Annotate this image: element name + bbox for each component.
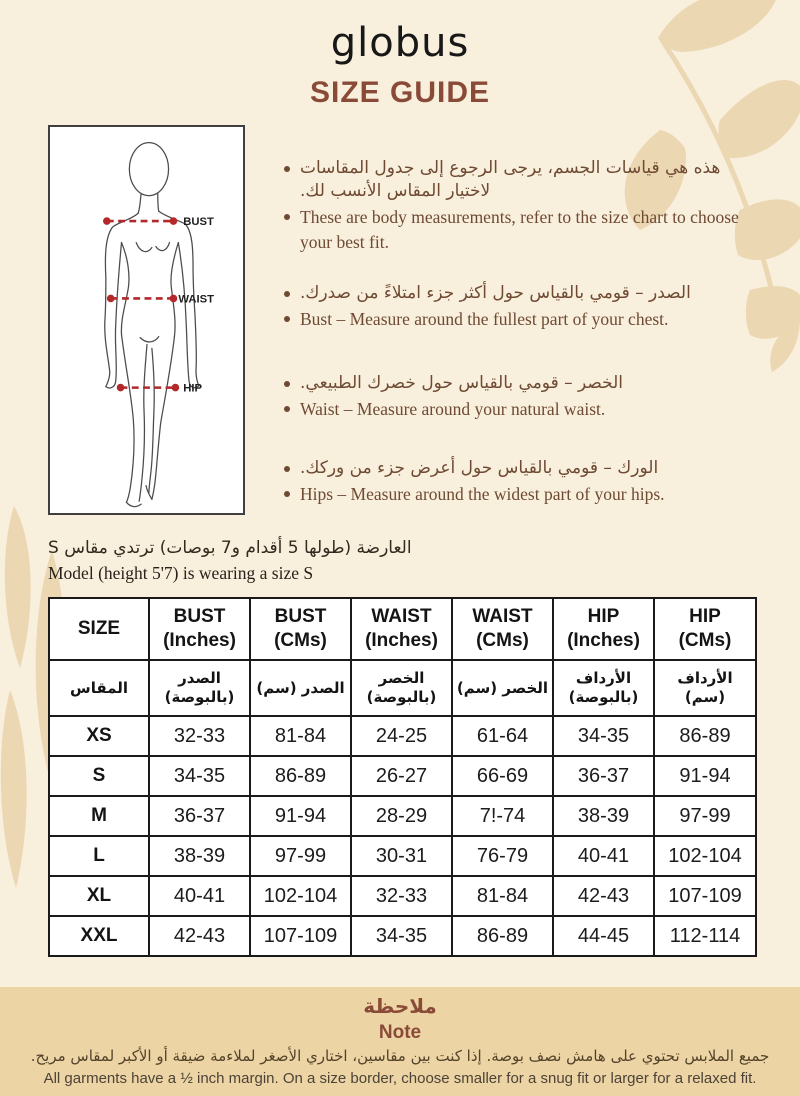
value-cell: 34-35: [351, 916, 452, 956]
value-cell: 86-89: [250, 756, 351, 796]
value-cell: 66-69: [452, 756, 553, 796]
list-item: [284, 482, 744, 507]
instruction-group-bust: [284, 282, 744, 332]
value-cell: 102-104: [654, 836, 756, 876]
waist-line-label: WAIST: [178, 293, 214, 306]
size-label-cell: M: [49, 796, 149, 836]
value-cell: 42-43: [149, 916, 250, 956]
instruction-group-waist: [284, 372, 744, 422]
table-row: [49, 916, 756, 956]
list-item: [284, 157, 744, 203]
instruction-english: These are body measurements, refer to the size chart to choose your best fit.: [300, 207, 739, 252]
value-cell: 107-109: [654, 876, 756, 916]
value-cell: 34-35: [553, 716, 654, 756]
instruction-group-general: [284, 157, 744, 255]
table-row: [49, 876, 756, 916]
instruction-english: Waist – Measure around your natural waist.: [300, 399, 606, 419]
table-row: [49, 716, 756, 756]
col-header-waist-cm-ar: الخصر (سم): [452, 660, 553, 716]
instruction-english: Hips – Measure around the widest part of your hips.: [300, 484, 665, 504]
col-header-size-ar: المقاس: [49, 660, 149, 716]
value-cell: 81-84: [250, 716, 351, 756]
leaf-right-edge-decoration: [764, 318, 800, 374]
value-cell: 86-89: [654, 716, 756, 756]
value-cell: 40-41: [553, 836, 654, 876]
value-cell: 97-99: [654, 796, 756, 836]
measurement-instructions: [284, 157, 744, 507]
bullet-icon: [284, 166, 290, 172]
list-item: [284, 282, 744, 305]
col-header-bust-cm: BUST (CMs): [250, 598, 351, 660]
table-header-arabic: [49, 660, 756, 716]
value-cell: 61-64: [452, 716, 553, 756]
value-cell: 24-25: [351, 716, 452, 756]
value-cell: 44-45: [553, 916, 654, 956]
measurement-lines: [103, 218, 178, 391]
table-row: [49, 836, 756, 876]
col-header-hip-in-ar: الأرداف (بالبوصة): [553, 660, 654, 716]
note-body-english: All garments have a ½ inch margin. On a size border, choose smaller for a snug fit or larger for a relaxed fit.: [43, 1070, 757, 1087]
size-label-cell: S: [49, 756, 149, 796]
col-header-bust-in: BUST (Inches): [149, 598, 250, 660]
value-cell: 42-43: [553, 876, 654, 916]
size-label-cell: XS: [49, 716, 149, 756]
value-cell: 36-37: [553, 756, 654, 796]
col-header-waist-cm: WAIST (CMs): [452, 598, 553, 660]
value-cell: 38-39: [149, 836, 250, 876]
bullet-icon: [284, 381, 290, 387]
col-header-bust-in-ar: الصدر (بالبوصة): [149, 660, 250, 716]
bullet-icon: [284, 466, 290, 472]
model-note-arabic: العارضة (طولها 5 أقدام و7 بوصات) ترتدي مقاس S: [48, 538, 412, 558]
value-cell: 102-104: [250, 876, 351, 916]
bullet-icon: [284, 214, 290, 220]
value-cell: 91-94: [654, 756, 756, 796]
hip-line-label: HIP: [183, 382, 203, 395]
value-cell: 32-33: [149, 716, 250, 756]
value-cell: 86-89: [452, 916, 553, 956]
bullet-icon: [284, 316, 290, 322]
bust-line-label: BUST: [183, 215, 214, 228]
value-cell: 34-35: [149, 756, 250, 796]
value-cell: 38-39: [553, 796, 654, 836]
col-header-waist-in: WAIST (Inches): [351, 598, 452, 660]
model-size-note: [48, 536, 518, 586]
list-item: [284, 372, 744, 395]
instruction-arabic: هذه هي قياسات الجسم، يرجى الرجوع إلى جدول المقاسات لاختيار المقاس الأنسب لك.: [300, 158, 721, 201]
instruction-arabic: الخصر – قومي بالقياس حول خصرك الطبيعي.: [300, 373, 624, 393]
table-row: [49, 796, 756, 836]
bullet-icon: [284, 491, 290, 497]
brand-logo: globus: [330, 20, 470, 66]
table-header-english: [49, 598, 756, 660]
value-cell: 7!-74: [452, 796, 553, 836]
page-title: SIZE GUIDE: [309, 76, 491, 109]
value-cell: 81-84: [452, 876, 553, 916]
value-cell: 91-94: [250, 796, 351, 836]
footer-note: [0, 987, 800, 1096]
value-cell: 107-109: [250, 916, 351, 956]
value-cell: 36-37: [149, 796, 250, 836]
bullet-icon: [284, 291, 290, 297]
value-cell: 76-79: [452, 836, 553, 876]
note-heading-english: Note: [378, 1022, 422, 1043]
instruction-group-hip: [284, 457, 744, 507]
col-header-hip-cm: HIP (CMs): [654, 598, 756, 660]
note-body-arabic: جميع الملابس تحتوي على هامش نصف بوصة. إذا كنت بين مقاسين، اختاري الأصغر لملاءمة ضيقة أو الأكبر لمقاس مريح.: [30, 1047, 770, 1065]
value-cell: 112-114: [654, 916, 756, 956]
value-cell: 30-31: [351, 836, 452, 876]
size-label-cell: XXL: [49, 916, 149, 956]
value-cell: 26-27: [351, 756, 452, 796]
value-cell: 97-99: [250, 836, 351, 876]
size-label-cell: XL: [49, 876, 149, 916]
value-cell: 32-33: [351, 876, 452, 916]
value-cell: 28-29: [351, 796, 452, 836]
instruction-english: Bust – Measure around the fullest part of your chest.: [300, 309, 669, 329]
size-label-cell: L: [49, 836, 149, 876]
col-header-size: SIZE: [49, 598, 149, 660]
instruction-arabic: الصدر – قومي بالقياس حول أكثر جزء امتلاءً من صدرك.: [300, 283, 691, 303]
list-item: [284, 307, 744, 332]
value-cell: 40-41: [149, 876, 250, 916]
body-measurement-figure: [48, 125, 245, 515]
list-item: [284, 457, 744, 480]
table-row: [49, 756, 756, 796]
model-note-english: Model (height 5'7) is wearing a size S: [48, 563, 314, 583]
bullet-icon: [284, 406, 290, 412]
instruction-arabic: الورك – قومي بالقياس حول أعرض جزء من وركك.: [300, 458, 659, 478]
size-chart-table: [48, 597, 757, 957]
col-header-bust-cm-ar: الصدر (سم): [250, 660, 351, 716]
col-header-waist-in-ar: الخصر (بالبوصة): [351, 660, 452, 716]
col-header-hip-in: HIP (Inches): [553, 598, 654, 660]
list-item: [284, 397, 744, 422]
note-heading-arabic: ملاحظة: [363, 994, 437, 1018]
col-header-hip-cm-ar: الأرداف (سم): [654, 660, 756, 716]
female-croquis-illustration: [50, 127, 243, 513]
list-item: [284, 205, 744, 255]
